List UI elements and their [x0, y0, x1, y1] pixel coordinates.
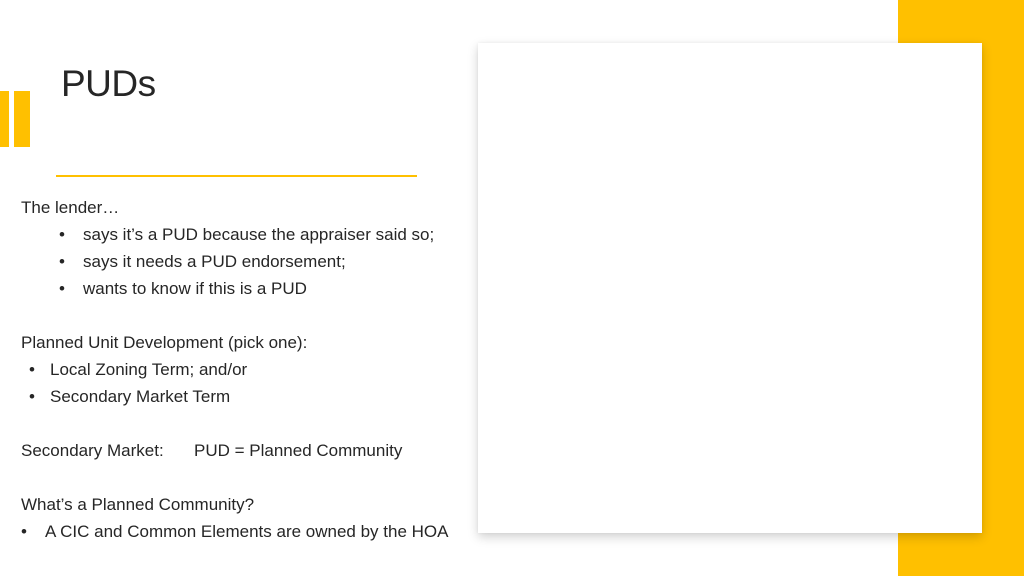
list-item: [21, 356, 471, 383]
list-item-text: says it needs a PUD endorsement;: [83, 252, 346, 271]
bullet-icon: •: [59, 279, 65, 298]
spacer: [21, 302, 471, 329]
bullet-icon: •: [29, 360, 35, 379]
list-item-text: Local Zoning Term; and/or: [50, 360, 248, 379]
left-accent-bar: [0, 91, 9, 147]
list-item-text: says it’s a PUD because the appraiser said so;: [83, 225, 435, 244]
content-placeholder-panel: [478, 43, 982, 533]
list-item: [21, 383, 471, 410]
spacer: [21, 464, 471, 491]
secondary-market-line: [21, 437, 471, 464]
list-item: [21, 248, 471, 275]
slide-body: [21, 194, 471, 545]
slide-title: PUDs: [61, 63, 156, 104]
list-item-text: wants to know if this is a PUD: [83, 279, 307, 298]
bullet-icon: •: [21, 522, 27, 541]
list-item: [21, 221, 471, 248]
list-item: [21, 518, 471, 545]
left-accent-bar: [14, 91, 30, 147]
secondary-market-value: PUD = Planned Community: [194, 441, 403, 460]
bullet-icon: •: [59, 252, 65, 271]
list-item: [21, 275, 471, 302]
lender-intro: The lender…: [21, 198, 120, 217]
secondary-market-label: Secondary Market:: [21, 441, 164, 460]
title-underline: [56, 175, 417, 177]
planned-community-question: What’s a Planned Community?: [21, 495, 255, 514]
spacer: [21, 410, 471, 437]
bullet-icon: •: [59, 225, 65, 244]
list-item-text: A CIC and Common Elements are owned by the HOA: [45, 522, 449, 541]
pud-intro: Planned Unit Development (pick one):: [21, 333, 308, 352]
list-item-text: Secondary Market Term: [50, 387, 231, 406]
bullet-icon: •: [29, 387, 35, 406]
